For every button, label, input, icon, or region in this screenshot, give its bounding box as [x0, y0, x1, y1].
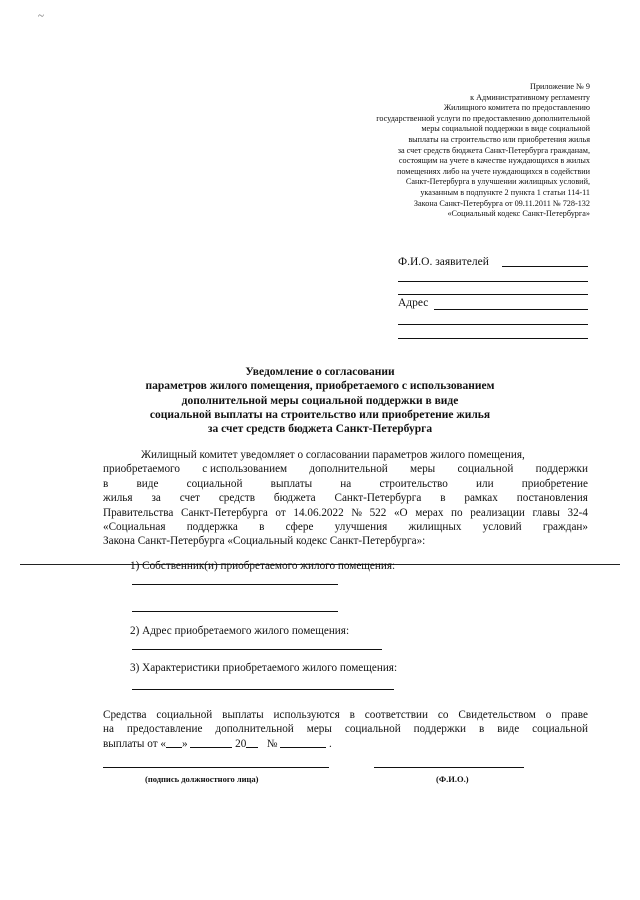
date-day-field[interactable] — [166, 737, 182, 748]
date-prefix: выплаты от « — [103, 737, 166, 750]
annex-line: состоящим на учете в качестве нуждающихся в жилых — [398, 156, 590, 166]
word: жилья — [103, 492, 133, 505]
applicant-address-label: Адрес — [398, 297, 429, 309]
word: в — [478, 723, 485, 736]
word: дополнительной — [215, 723, 294, 736]
word: социальной — [532, 723, 588, 736]
notice-body — [103, 448, 588, 549]
word: «Социальная — [103, 521, 166, 534]
annex-line: Жилищного комитета по предоставлению — [443, 103, 590, 113]
word: граждан» — [542, 521, 588, 534]
word: виде — [136, 477, 159, 490]
characteristics-field-line[interactable] — [132, 689, 394, 690]
title-line: социальной выплаты на строительство или приобретение жилья — [149, 408, 491, 421]
body-line — [103, 506, 588, 520]
annex-line: «Социальный кодекс Санкт-Петербурга» — [447, 209, 590, 219]
word: за — [151, 492, 161, 505]
annex-line: выплаты на строительство или приобретения жилья — [408, 134, 590, 144]
word: Санкт-Петербурга — [334, 492, 422, 505]
word: Средства — [103, 709, 147, 721]
annex-line: государственной услуги по предоставлению дополнительной — [376, 113, 590, 123]
word: социальной — [156, 709, 213, 721]
word: по — [451, 506, 463, 519]
word: Свидетельством — [458, 709, 536, 721]
payments-date-line — [103, 737, 588, 751]
applicant-fio-line-2[interactable] — [398, 281, 588, 282]
corner-mark: ~ — [38, 10, 44, 22]
body-line — [103, 520, 588, 534]
annex-line: меры социальной поддержки в виде социальной — [421, 124, 590, 134]
applicant-address-field[interactable] — [434, 309, 588, 310]
fio-signature-caption: (Ф.И.О.) — [436, 774, 469, 784]
official-signature-caption: (подпись должностного лица) — [145, 774, 259, 784]
word: приобретаемого — [103, 463, 180, 476]
document-title — [100, 365, 540, 436]
applicant-fio-line-3[interactable] — [398, 294, 588, 295]
word: в — [440, 492, 446, 505]
fio-signature-line[interactable] — [374, 767, 524, 768]
word: поддержки — [535, 463, 588, 476]
payments-line — [103, 722, 588, 736]
word: поддержки — [413, 723, 467, 736]
word: праве — [561, 709, 588, 721]
annex-line: Закона Санкт-Петербурга от 09.11.2011 № 728-132 — [413, 198, 590, 208]
year-prefix: 20 — [235, 737, 247, 750]
word: поддержка — [186, 521, 238, 534]
word: реализации — [470, 506, 525, 519]
owners-field-line-2[interactable] — [132, 611, 338, 612]
word: с использованием — [202, 463, 288, 476]
word: в — [349, 709, 355, 721]
word: жилищных — [408, 521, 462, 534]
annex-line: к Административному регламенту — [470, 92, 590, 102]
word: 32-4 — [567, 506, 588, 519]
annex-line: Санкт-Петербурга в улучшении жилищных условий, — [405, 177, 590, 187]
word: постановления — [516, 492, 588, 505]
word: на — [103, 723, 114, 736]
body-line-text: Закона Санкт-Петербурга «Социальный кодекс Санкт-Петербурга»: — [103, 535, 426, 548]
word: в — [103, 477, 109, 490]
word: средств — [218, 492, 256, 505]
word: Санкт-Петербурга — [181, 506, 268, 519]
word: 14.06.2022 — [293, 506, 344, 519]
applicant-address-line-3[interactable] — [398, 338, 588, 339]
word: приобретение — [521, 477, 588, 490]
word: «О — [393, 506, 408, 519]
annex-line: указанным в подпункте 2 пункта 1 статьи 114-11 — [420, 187, 590, 197]
word: соответствии — [364, 709, 429, 721]
owners-label: 1) Собственник(и) приобретаемого жилого помещения: — [130, 560, 396, 572]
word: социальной — [344, 723, 401, 736]
title-line: Уведомление о согласовании — [245, 366, 395, 378]
address-label: 2) Адрес приобретаемого жилого помещения: — [130, 625, 350, 637]
word: строительство — [379, 477, 448, 490]
word: используются — [273, 709, 340, 721]
word: или — [476, 477, 494, 490]
word: меры — [410, 463, 436, 476]
word: бюджета — [273, 492, 316, 505]
body-line-text: Жилищный комитет уведомляет о согласовании параметров жилого помещения, — [141, 449, 525, 461]
word: социальной — [186, 477, 243, 490]
body-line — [103, 534, 588, 548]
date-close-quote: » — [181, 737, 188, 750]
payments-paragraph — [103, 708, 588, 751]
applicant-address-line-2[interactable] — [398, 324, 588, 325]
word: предоставление — [126, 723, 203, 736]
word: счет — [179, 492, 200, 505]
word: меры — [306, 723, 332, 736]
word: 522 — [369, 506, 387, 519]
word: Правительства — [103, 506, 174, 519]
word: от — [275, 506, 286, 519]
word: выплаты — [222, 709, 264, 721]
applicant-fio-field[interactable] — [502, 266, 588, 267]
word: на — [340, 477, 352, 490]
body-line — [103, 477, 588, 491]
annex-line: за счет средств бюджета Санкт-Петербурга гражданам, — [397, 145, 590, 155]
word: со — [437, 709, 449, 721]
word: главы — [532, 506, 560, 519]
word: в — [259, 521, 265, 534]
word: улучшения — [334, 521, 388, 534]
owners-field-line-1[interactable] — [132, 584, 338, 585]
applicant-fio-label: Ф.И.О. заявителей — [398, 256, 489, 268]
number-sign: № — [266, 737, 278, 750]
date-end-period: . — [329, 737, 332, 750]
word: сфере — [285, 521, 314, 534]
annex-header — [290, 82, 590, 220]
address-field-line[interactable] — [132, 649, 382, 650]
title-line: дополнительной меры социальной поддержки в виде — [181, 394, 459, 407]
title-line: параметров жилого помещения, приобретаемого с использованием — [145, 380, 495, 393]
word: № — [351, 506, 362, 519]
word: социальной — [457, 463, 514, 476]
title-line: за счет средств бюджета Санкт-Петербурга — [207, 423, 433, 436]
date-month-field[interactable] — [190, 737, 232, 748]
payments-line — [103, 708, 588, 722]
official-signature-line[interactable] — [103, 767, 329, 768]
annex-line: помещениях либо на учете нуждающихся в содействии — [396, 166, 590, 176]
characteristics-label: 3) Характеристики приобретаемого жилого помещения: — [130, 662, 398, 674]
body-line — [103, 462, 588, 476]
annex-line: Приложение № 9 — [530, 82, 590, 91]
word: мерах — [415, 506, 444, 519]
word: рамках — [464, 492, 498, 505]
body-line — [103, 448, 588, 462]
body-line — [103, 491, 588, 505]
date-year-field[interactable] — [246, 737, 258, 748]
word: виде — [497, 723, 520, 736]
word: условий — [482, 521, 522, 534]
word: о — [545, 709, 552, 721]
word: выплаты — [270, 477, 313, 490]
certificate-number-field[interactable] — [280, 737, 326, 748]
word: дополнительной — [309, 463, 388, 476]
